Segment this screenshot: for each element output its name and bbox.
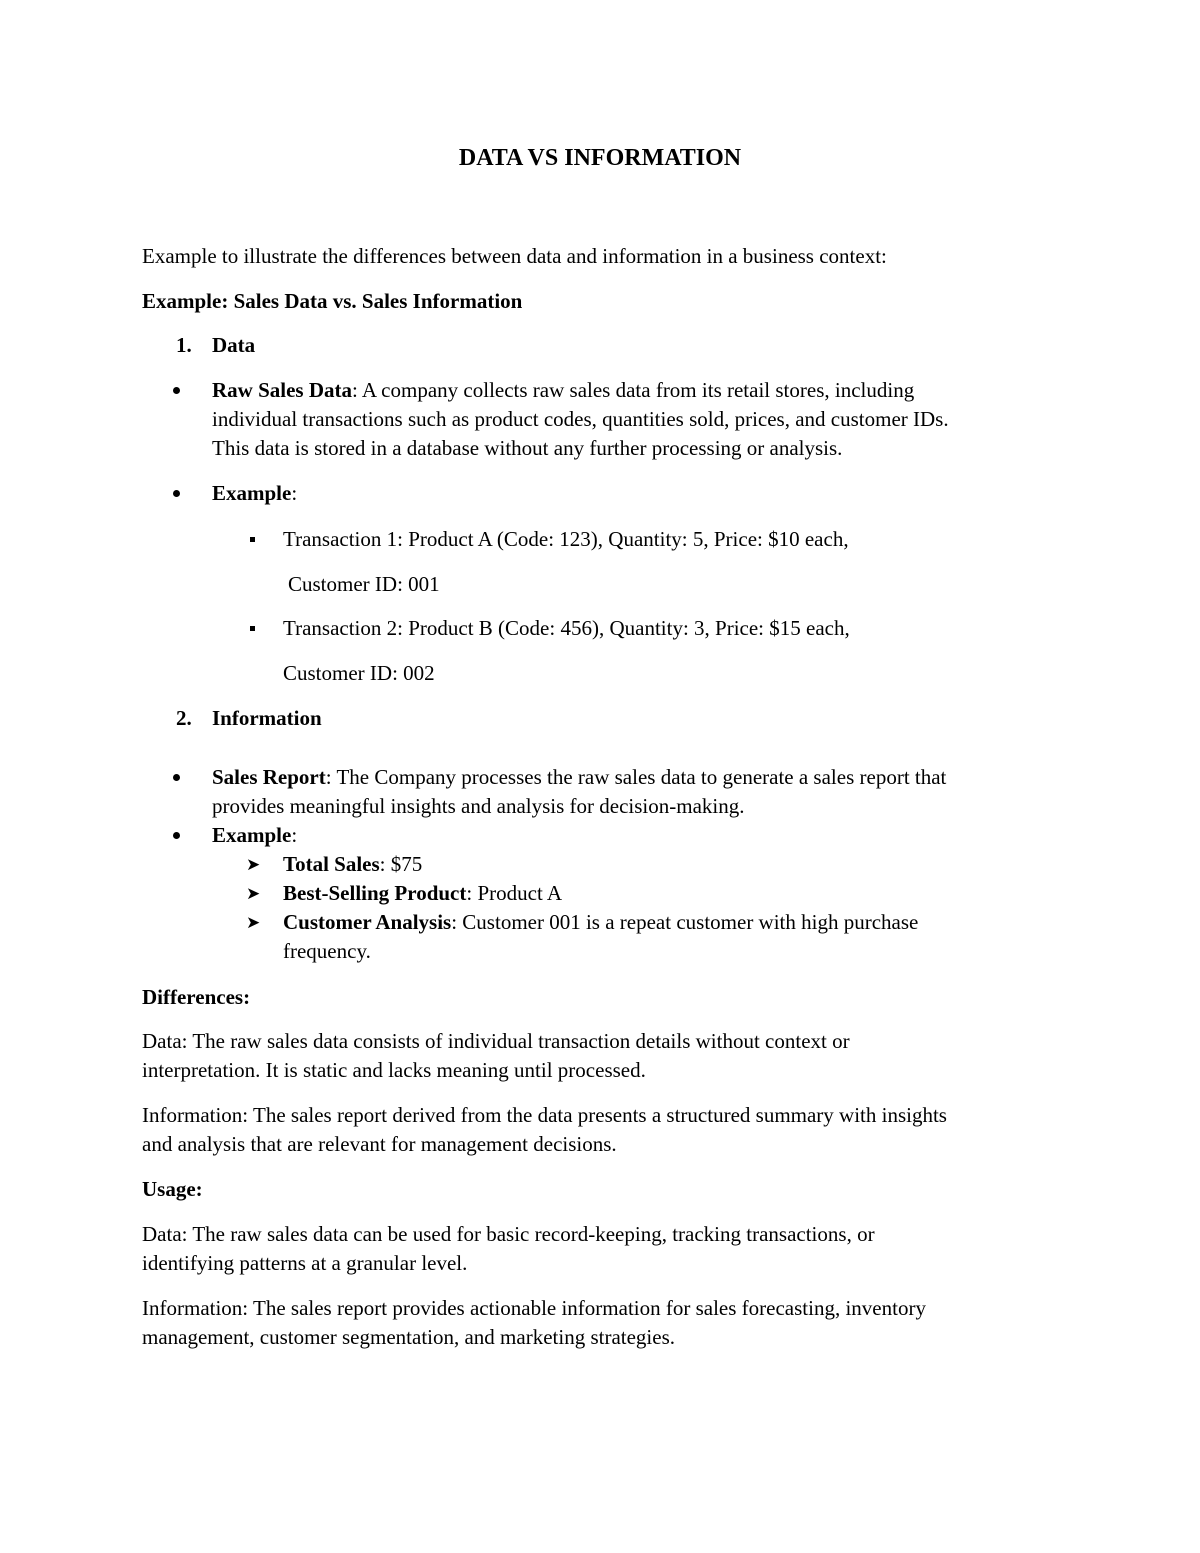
best-selling-item: Best-Selling Product: Product A <box>283 881 563 905</box>
differences-data-line-1: Data: The raw sales data consists of individual transaction details without context or <box>142 1029 850 1053</box>
transaction-1-line-1: Transaction 1: Product A (Code: 123), Quantity: 5, Price: $10 each, <box>283 527 849 551</box>
differences-heading: Differences: <box>142 985 251 1009</box>
sales-report-label: Sales Report <box>212 765 326 789</box>
transaction-2-line-2: Customer ID: 002 <box>283 661 435 685</box>
usage-heading: Usage: <box>142 1177 203 1201</box>
section-1-example: Example: <box>212 481 298 505</box>
example-heading: Example: Sales Data vs. Sales Information <box>142 289 523 313</box>
intro-text: Example to illustrate the differences between data and information in a business context: <box>142 244 887 268</box>
bullet-icon <box>173 774 180 781</box>
raw-sales-data-line-3: This data is stored in a database without any further processing or analysis. <box>212 436 843 460</box>
usage-data-line-2: identifying patterns at a granular level. <box>142 1251 468 1275</box>
differences-data-line-2: interpretation. It is static and lacks meaning until processed. <box>142 1058 646 1082</box>
raw-sales-data-line-1 <box>212 380 914 401</box>
section-1-example-label: Example <box>212 481 292 505</box>
square-bullet-icon <box>250 626 255 631</box>
customer-analysis-item: Customer Analysis: Customer 001 is a repeat customer with high purchase <box>283 910 919 934</box>
arrow-bullet-icon: ➤ <box>246 913 261 932</box>
arrow-bullet-icon: ➤ <box>246 884 261 903</box>
sales-report-line-1 <box>212 767 946 788</box>
sales-report-line-2: provides meaningful insights and analysis for decision-making. <box>212 794 745 818</box>
differences-info-line-2: and analysis that are relevant for management decisions. <box>142 1132 617 1156</box>
bullet-icon <box>173 387 180 394</box>
section-2-example: Example: <box>212 823 298 847</box>
raw-sales-data-line-2: individual transactions such as product codes, quantities sold, prices, and customer IDs. <box>212 407 949 431</box>
usage-data-line-1: Data: The raw sales data can be used for basic record-keeping, tracking transactions, or <box>142 1222 875 1246</box>
section-2-label: Information <box>212 706 322 730</box>
usage-info-line-1: Information: The sales report provides actionable information for sales forecasting, inventory <box>142 1296 926 1320</box>
section-1-label: Data <box>212 333 256 357</box>
section-2-number: 2. <box>176 706 192 730</box>
differences-info-line-1: Information: The sales report derived from the data presents a structured summary with insights <box>142 1103 947 1127</box>
bullet-icon <box>173 490 180 497</box>
sales-report-text: : The Company processes the raw sales data to generate a sales report that <box>325 765 947 789</box>
page-title: DATA VS INFORMATION <box>458 145 742 171</box>
transaction-1-line-2: Customer ID: 001 <box>288 572 440 596</box>
raw-sales-data-label: Raw Sales Data <box>212 378 352 402</box>
usage-info-line-2: management, customer segmentation, and marketing strategies. <box>142 1325 675 1349</box>
bullet-icon <box>173 832 180 839</box>
transaction-2-line-1: Transaction 2: Product B (Code: 456), Quantity: 3, Price: $15 each, <box>283 616 850 640</box>
square-bullet-icon <box>250 537 255 542</box>
section-2-example-label: Example <box>212 823 292 847</box>
total-sales-item: Total Sales: $75 <box>283 852 423 876</box>
section-1-number: 1. <box>176 333 192 357</box>
customer-analysis-continuation: frequency. <box>283 939 371 963</box>
arrow-bullet-icon: ➤ <box>246 855 261 874</box>
raw-sales-data-text: : A company collects raw sales data from its retail stores, including <box>352 378 915 402</box>
